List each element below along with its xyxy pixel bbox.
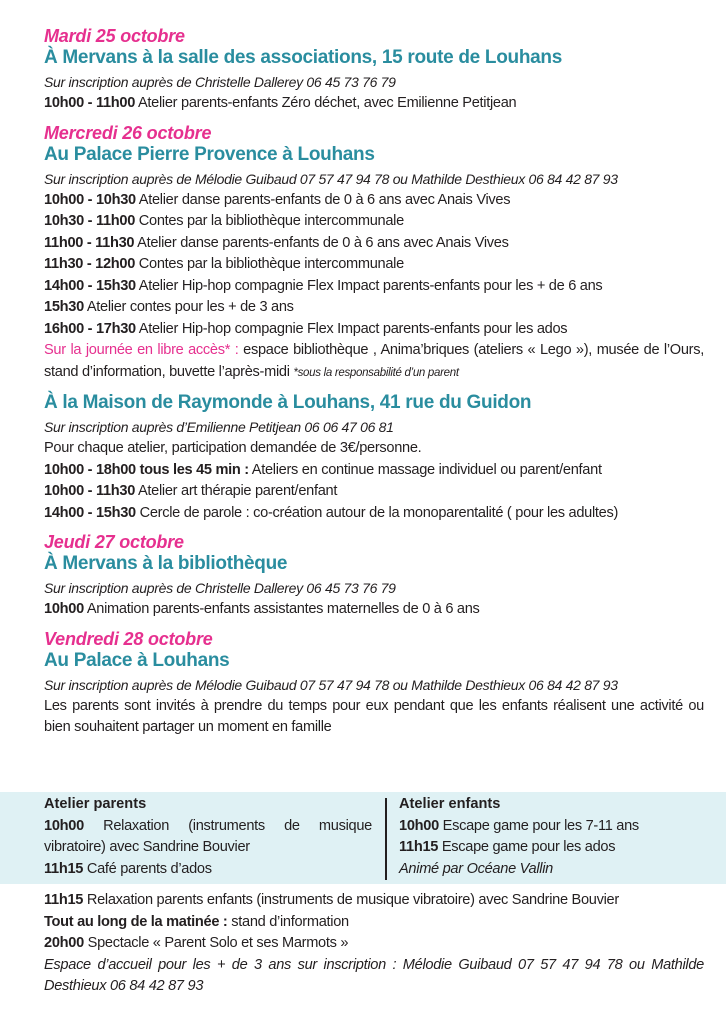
time: Tout au long de la matinée : xyxy=(44,913,228,930)
activity: Contes par la bibliothèque intercommunale xyxy=(135,256,404,272)
time: 10h00 - 11h00 xyxy=(44,95,136,111)
libre-acces-note: *sous la responsabilité d’un parent xyxy=(293,366,459,379)
section-mercredi xyxy=(44,123,704,385)
intro-paragraph: Les parents sont invités à prendre du temps pour eux pendant que les enfants réalisent une activité ou bien souhaitent partager un moment en famille xyxy=(44,697,704,735)
time: 10h00 xyxy=(399,817,439,834)
time: 10h00 - 11h30 xyxy=(44,483,136,499)
schedule-line xyxy=(44,599,704,621)
activity: Café parents d’ados xyxy=(83,860,212,877)
schedule-line xyxy=(399,837,699,859)
day-heading: Mardi 25 octobre xyxy=(44,26,185,46)
time: 11h15 xyxy=(44,892,84,908)
time: 20h00 xyxy=(44,935,84,951)
section-jeudi xyxy=(44,532,704,621)
activity: Atelier Hip-hop compagnie Flex Impact parents-enfants pour les + de 6 ans xyxy=(135,277,603,294)
time: 16h00 - 17h30 xyxy=(44,320,136,337)
time: 15h30 xyxy=(44,299,84,315)
time: 10h00 xyxy=(44,817,84,834)
activity: Atelier danse parents-enfants de 0 à 6 ans avec Anais Vives xyxy=(135,191,511,208)
animator-note: Animé par Océane Vallin xyxy=(399,860,553,877)
day-heading: Jeudi 27 octobre xyxy=(44,532,184,552)
schedule-line xyxy=(44,211,704,233)
time: 10h00 - 18h00 tous les 45 min : xyxy=(44,461,249,478)
column-title: Atelier parents xyxy=(44,796,147,812)
schedule-line xyxy=(44,890,704,912)
activity: Animation parents-enfants assistantes maternelles de 0 à 6 ans xyxy=(83,601,480,617)
libre-acces-text: espace bibliothèque , Anima’briques (ateliers « Lego »), musée de l’Ours, stand d’information, buvette l’après-midi xyxy=(44,342,704,380)
atelier-enfants-column xyxy=(399,794,699,880)
schedule-line xyxy=(44,190,704,212)
time: 14h00 - 15h30 xyxy=(44,504,136,521)
activity: Escape game pour les 7-11 ans xyxy=(438,817,639,834)
place-heading: À Mervans à la bibliothèque xyxy=(44,553,288,574)
column-divider xyxy=(385,798,387,880)
time: 11h30 - 12h00 xyxy=(44,256,136,272)
day-heading: Vendredi 28 octobre xyxy=(44,628,213,649)
activity: Atelier Hip-hop compagnie Flex Impact parents-enfants pour les ados xyxy=(135,320,568,337)
schedule-line xyxy=(44,276,704,298)
activity: Escape game pour les ados xyxy=(438,839,616,855)
activity: Atelier art thérapie parent/enfant xyxy=(135,483,338,499)
activity: Atelier contes pour les + de 3 ans xyxy=(83,299,294,315)
activity: Cercle de parole : co-création autour de la monoparentalité ( pour les adultes) xyxy=(135,504,619,521)
activity: Contes par la bibliothèque intercommunale xyxy=(135,213,404,229)
libre-acces-label: Sur la journée en libre accès* : xyxy=(44,342,239,358)
place-heading: Au Palace à Louhans xyxy=(44,649,230,671)
place-heading: À Mervans à la salle des associations, 15 route de Louhans xyxy=(44,47,562,68)
section-maison-raymonde xyxy=(44,392,704,524)
column-title: Atelier enfants xyxy=(399,796,501,812)
time: 10h00 - 10h30 xyxy=(44,191,136,208)
activity: Spectacle « Parent Solo et ses Marmots » xyxy=(83,935,349,951)
time: 14h00 - 15h30 xyxy=(44,277,136,294)
info-line: Pour chaque atelier, participation demandée de 3€/personne. xyxy=(44,440,422,456)
schedule-line xyxy=(44,816,372,859)
schedule-line xyxy=(44,233,704,255)
program-content xyxy=(44,26,704,747)
activity: Ateliers en continue massage individuel ou parent/enfant xyxy=(248,461,602,478)
activity: Relaxation parents enfants (instruments de musique vibratoire) avec Sandrine Bouvier xyxy=(83,892,619,908)
time: 10h30 - 11h00 xyxy=(44,213,136,229)
section-mardi xyxy=(44,26,704,115)
schedule-line xyxy=(44,254,704,276)
evening-section xyxy=(44,890,704,998)
inscription-note: Sur inscription auprès d’Emilienne Petitjean 06 06 47 06 81 xyxy=(44,419,394,435)
schedule-line xyxy=(44,933,704,955)
schedule-line xyxy=(44,912,704,934)
libre-acces-paragraph xyxy=(44,340,704,384)
activity: Relaxation (instruments de musique vibratoire) avec Sandrine Bouvier xyxy=(44,817,372,855)
inscription-note: Sur inscription auprès de Mélodie Guibaud 07 57 47 94 78 ou Mathilde Desthieux 06 84 42 87 93 xyxy=(44,170,618,187)
place-heading: Au Palace Pierre Provence à Louhans xyxy=(44,143,375,165)
activity: Atelier parents-enfants Zéro déchet, avec Emilienne Petitjean xyxy=(135,95,517,111)
place-heading: À la Maison de Raymonde à Louhans, 41 rue du Guidon xyxy=(44,392,532,413)
section-vendredi xyxy=(44,629,704,739)
schedule-line xyxy=(44,297,704,319)
inscription-note: Sur inscription auprès de Christelle Dallerey 06 45 73 76 79 xyxy=(44,74,396,90)
accueil-note: Espace d’accueil pour les + de 3 ans sur inscription : Mélodie Guibaud 07 57 47 94 78 ou Mathilde Desthieux 06 84 42 87 93 xyxy=(44,956,704,994)
inscription-note: Sur inscription auprès de Christelle Dallerey 06 45 73 76 79 xyxy=(44,580,396,596)
schedule-line xyxy=(44,460,704,482)
schedule-line xyxy=(399,816,699,838)
time: 10h00 xyxy=(44,601,84,617)
schedule-line xyxy=(44,93,704,115)
time: 11h00 - 11h30 xyxy=(44,234,135,251)
day-heading: Mercredi 26 octobre xyxy=(44,122,212,143)
activity: stand d’information xyxy=(227,913,349,930)
time: 11h15 xyxy=(44,860,84,877)
atelier-parents-column xyxy=(44,794,372,880)
schedule-line xyxy=(44,319,704,341)
schedule-line xyxy=(44,859,372,881)
inscription-note: Sur inscription auprès de Mélodie Guibaud 07 57 47 94 78 ou Mathilde Desthieux 06 84 42 87 93 xyxy=(44,676,618,693)
activity: Atelier danse parents-enfants de 0 à 6 ans avec Anais Vives xyxy=(134,234,509,251)
schedule-line xyxy=(44,481,704,503)
schedule-line xyxy=(44,503,704,525)
workshop-columns xyxy=(44,794,704,882)
time: 11h15 xyxy=(399,839,439,855)
